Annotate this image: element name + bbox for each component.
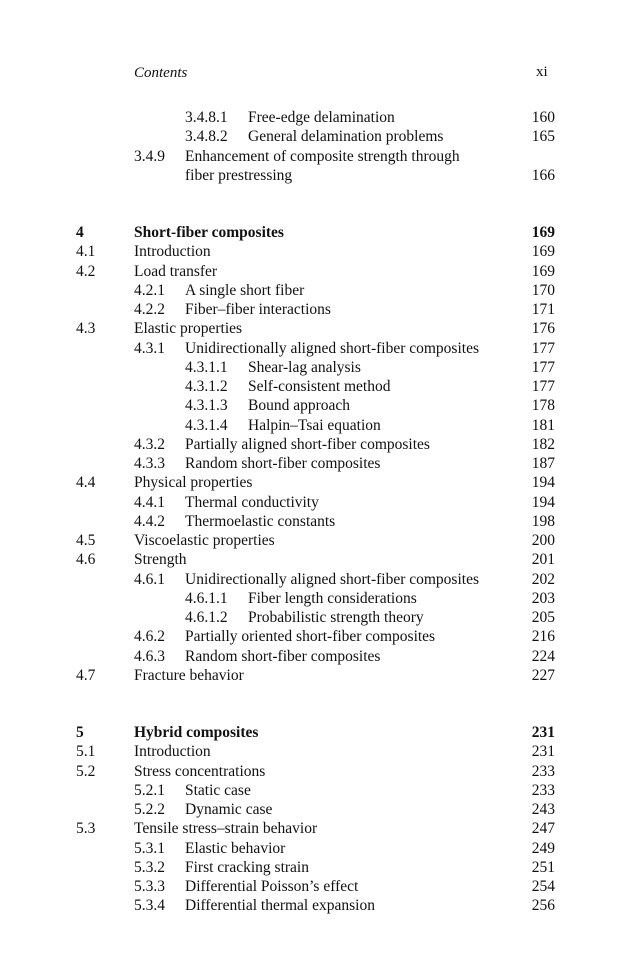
toc-entry — [0, 416, 633, 435]
toc-entry-number: 5.3.2 — [134, 859, 165, 876]
toc-entry-title: Differential Poisson’s effect — [185, 878, 359, 895]
toc-entry — [0, 435, 633, 454]
toc-entry-number: 4.3.1.1 — [185, 359, 228, 376]
toc-entry-page: 201 — [531, 551, 555, 568]
toc-entry — [0, 147, 633, 166]
toc-entry-page: 170 — [531, 282, 555, 299]
toc-entry-title: Differential thermal expansion — [185, 897, 375, 914]
toc-entry-number: 4.3.2 — [134, 436, 165, 453]
toc-entry-number: 4.6.1.1 — [185, 590, 228, 607]
toc-entry-title: Viscoelastic properties — [134, 532, 275, 549]
toc-chapter-entry — [0, 223, 633, 242]
toc-entry-page: 169 — [531, 263, 555, 280]
toc-entry-number: 4.3.1.4 — [185, 417, 228, 434]
toc-entry-title: Physical properties — [134, 474, 253, 491]
toc-entry-number: 4.3.3 — [134, 455, 165, 472]
toc-entry-page: 182 — [531, 436, 555, 453]
toc-entry-title: Fiber–fiber interactions — [185, 301, 331, 318]
toc-entry — [0, 858, 633, 877]
toc-entry — [0, 550, 633, 569]
toc-entry-page: 233 — [531, 782, 555, 799]
toc-entry — [0, 493, 633, 512]
toc-entry-title: Thermoelastic constants — [185, 513, 336, 530]
toc-entry-number: 4 — [76, 224, 84, 241]
toc-entry-title: Tensile stress–strain behavior — [134, 820, 318, 837]
toc-entry-number: 4.3.1 — [134, 340, 165, 357]
toc-entry — [0, 242, 633, 261]
toc-entry-page: 169 — [531, 224, 555, 241]
toc-entry-page: 224 — [531, 648, 555, 665]
toc-entry — [0, 742, 633, 761]
toc-entry-title: Stress concentrations — [134, 763, 266, 780]
toc-entry — [0, 512, 633, 531]
toc-entry-number: 5.3.4 — [134, 897, 165, 914]
toc-entry-page: 202 — [531, 571, 555, 588]
toc-entry-title: Free-edge delamination — [248, 109, 395, 126]
toc-entry — [0, 127, 633, 146]
toc-entry-page: 176 — [531, 320, 555, 337]
toc-entry-number: 4.5 — [76, 532, 96, 549]
toc-entry-title: Partially oriented short-fiber composites — [185, 628, 436, 645]
toc-entry-number: 4.6.3 — [134, 648, 165, 665]
toc-entry — [0, 570, 633, 589]
toc-entry-title: Thermal conductivity — [185, 494, 319, 511]
toc-entry-page: 200 — [531, 532, 555, 549]
toc-chapter-entry — [0, 723, 633, 742]
toc-entry-number: 5.3.3 — [134, 878, 165, 895]
toc-entry-title: Shear-lag analysis — [248, 359, 361, 376]
toc-entry-title: Fracture behavior — [134, 667, 244, 684]
toc-entry — [0, 839, 633, 858]
toc-entry-title: Strength — [134, 551, 187, 568]
toc-entry — [0, 781, 633, 800]
toc-entry-page: 177 — [531, 378, 555, 395]
toc-entry-title: Fiber length considerations — [248, 590, 417, 607]
toc-entry-page: 160 — [531, 109, 555, 126]
toc-entry-number: 4.3.1.2 — [185, 378, 228, 395]
toc-entry-number: 5.3 — [76, 820, 96, 837]
toc-entry-title: First cracking strain — [185, 859, 309, 876]
toc-entry — [0, 608, 633, 627]
toc-entry-title: Unidirectionally aligned short-fiber composites — [185, 340, 479, 357]
toc-entry-number: 4.6 — [76, 551, 96, 568]
toc-entry — [0, 396, 633, 415]
toc-entry — [0, 800, 633, 819]
toc-entry-page: 198 — [531, 513, 555, 530]
toc-entry-number: 4.1 — [76, 243, 96, 260]
toc-entry-page: 205 — [531, 609, 555, 626]
toc-entry-page: 254 — [531, 878, 555, 895]
toc-entry-title: fiber prestressing — [185, 167, 293, 184]
toc-entry-title: Partially aligned short-fiber composites — [185, 436, 430, 453]
toc-entry-number: 3.4.8.1 — [185, 109, 228, 126]
toc-entry-title: Probabilistic strength theory — [248, 609, 424, 626]
toc-entry — [0, 877, 633, 896]
toc-entry-page: 251 — [531, 859, 555, 876]
toc-entry-page: 165 — [531, 128, 555, 145]
toc-entry-number: 4.2.1 — [134, 282, 165, 299]
toc-entry — [0, 377, 633, 396]
toc-entry-title: Introduction — [134, 743, 211, 760]
toc-entry-title: Short-fiber composites — [134, 224, 284, 241]
toc-entry-title: Random short-fiber composites — [185, 455, 381, 472]
toc-entry-title: Bound approach — [248, 397, 351, 414]
toc-entry-number: 5.2.2 — [134, 801, 165, 818]
toc-entry-page: 177 — [531, 340, 555, 357]
toc-entry-page: 169 — [531, 243, 555, 260]
toc-entry-page: 203 — [531, 590, 555, 607]
toc-entry-number: 4.2.2 — [134, 301, 165, 318]
toc-entry-number: 4.6.1.2 — [185, 609, 228, 626]
toc-entry-number: 5.2.1 — [134, 782, 165, 799]
toc-entry-title: A single short fiber — [185, 282, 305, 299]
toc-entry — [0, 819, 633, 838]
toc-entry-number: 4.3 — [76, 320, 96, 337]
toc-entry-page: 171 — [531, 301, 555, 318]
toc-entry-number: 5.3.1 — [134, 840, 165, 857]
toc-entry-page: 194 — [531, 494, 555, 511]
toc-entry — [0, 281, 633, 300]
toc-entry-title: Static case — [185, 782, 251, 799]
toc-entry-page: 187 — [531, 455, 555, 472]
toc-entry-number: 4.6.2 — [134, 628, 165, 645]
toc-entry-number: 4.3.1.3 — [185, 397, 228, 414]
running-header-page-number: xi — [536, 64, 548, 80]
toc-entry-page: 178 — [531, 397, 555, 414]
toc-entry-page: 194 — [531, 474, 555, 491]
toc-entry-title: Random short-fiber composites — [185, 648, 381, 665]
toc-entry-number: 4.4.2 — [134, 513, 165, 530]
toc-entry-number: 4.4 — [76, 474, 96, 491]
toc-entry-page: 243 — [531, 801, 555, 818]
toc-entry-page: 181 — [531, 417, 555, 434]
toc-entry-number: 5.2 — [76, 763, 96, 780]
toc-entry — [0, 589, 633, 608]
toc-entry-title: Enhancement of composite strength through — [185, 148, 460, 165]
toc-entry-number: 3.4.8.2 — [185, 128, 228, 145]
toc-entry — [0, 454, 633, 473]
toc-entry — [0, 262, 633, 281]
toc-entry-number: 5.1 — [76, 743, 96, 760]
toc-entry-page: 249 — [531, 840, 555, 857]
running-header-title: Contents — [134, 65, 188, 81]
toc-entry-number: 4.6.1 — [134, 571, 165, 588]
toc-entry — [0, 473, 633, 492]
toc-entry-page: 256 — [531, 897, 555, 914]
toc-entry-number: 3.4.9 — [134, 148, 165, 165]
toc-entry-title: Unidirectionally aligned short-fiber composites — [185, 571, 479, 588]
toc-entry-number: 4.2 — [76, 263, 96, 280]
toc-entry — [0, 531, 633, 550]
toc-entry-title: Elastic properties — [134, 320, 243, 337]
toc-entry-title: Elastic behavior — [185, 840, 286, 857]
toc-entry — [0, 627, 633, 646]
toc-entry-page: 227 — [531, 667, 555, 684]
toc-entry-page: 231 — [531, 743, 555, 760]
toc-entry-title: Hybrid composites — [134, 724, 259, 741]
toc-entry-page: 231 — [531, 724, 555, 741]
toc-entry-title: Load transfer — [134, 263, 218, 280]
toc-entry — [0, 647, 633, 666]
toc-entry — [0, 762, 633, 781]
toc-entry — [0, 300, 633, 319]
toc-entry — [0, 339, 633, 358]
toc-entry-number: 5 — [76, 724, 84, 741]
toc-entry-title: Introduction — [134, 243, 211, 260]
toc-entry — [0, 166, 633, 185]
toc-entry-title: Self-consistent method — [248, 378, 391, 395]
toc-entry-page: 177 — [531, 359, 555, 376]
toc-entry — [0, 896, 633, 915]
toc-entry — [0, 358, 633, 377]
toc-entry-number: 4.7 — [76, 667, 96, 684]
toc-entry-page: 247 — [531, 820, 555, 837]
toc-entry-number: 4.4.1 — [134, 494, 165, 511]
toc-entry-page: 233 — [531, 763, 555, 780]
toc-entry-page: 166 — [531, 167, 555, 184]
toc-entry — [0, 319, 633, 338]
toc-entry-page: 216 — [531, 628, 555, 645]
toc-entry-title: General delamination problems — [248, 128, 444, 145]
toc-entry — [0, 108, 633, 127]
toc-entry — [0, 666, 633, 685]
toc-entry-title: Halpin–Tsai equation — [248, 417, 381, 434]
toc-entry-title: Dynamic case — [185, 801, 273, 818]
